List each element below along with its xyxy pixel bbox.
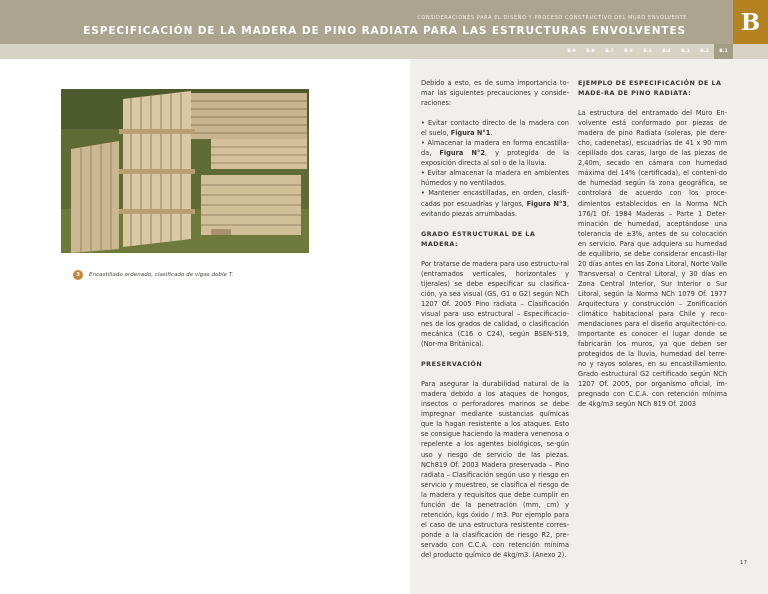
list-item-text: , y protegida de la exposición directa al sol o de la lluvia. [421, 149, 569, 168]
preservation-paragraph: Para asegurar la durabilidad natural de la madera debido a los ataques de hongos, insectos o perforadores marinos se debe impregnar mediante sustancias químicas que la hagan resistente a los ataques. Esto se consigue haciendo la madera venenosa o repelente a los agentes biológicos, se-gún uso y riesgo de servicio de las piezas. NCh819 Of. 2003 Madera preservada – Pino radiata – Clasificación según uso y riesgo en servicio y muestreo, se clasifica el riesgo de la madera y requisitos que debe cumplir en función de la penetración (mm, cm) y retención, kgs óxido / m3. Por ejemplo para el caso de una estructura resistente corres-ponde a la clasificación de riesgo R2, pre-servado con C.C.A. con retención mínima del producto químico de 4kg/m3. (Anexo 2). [421, 380, 569, 559]
section-tab[interactable]: B [733, 0, 768, 44]
subnav-item-b-6[interactable]: B.6 [624, 49, 633, 54]
subnav-item-b-4[interactable]: B.4 [662, 49, 671, 54]
specification-paragraph: La estructura del entramado del Muro En-volvente está conformado por piezas de madera de pino Radiata (soleras, pie dere-cho, cadenetas), escuadrías de 41 x 90 mm cepillado dos caras, largo de las piezas de 2,40m, secado en cámara con humedad máxima del 14% (certificada), el conteni-do de humedad según la zona geográfica, se controlará de acuerdo con los proce-dimientos establecidos en la Norma NCh 176/1 Of. 1984 Maderas – Parte 1 Deter-minación de humedad, aceptándose una tolerancia de ±3%, antes de su colocación en servicio. Para que adquiera su humedad de equilibrio, se debe considerar encasti-llar 20 días antes en las Zona Litoral, Norte Valle Transversal o Central Litoral, y 30 días en Zona Central Interior, Sur Interior o Sur Litoral, según la Norma NCh 1079 Of. 1977 Arquitectura y construcción – Zonificación climático habitacional para Chile y reco-mendaciones para el diseño arquitectóni-co. Importante es conocer el lugar donde se fabricarán los muros, ya que deben ser protegidos de la lluvia, humedad del terre-no y rayos solares, en su encastillamiento. Grado estructural G2 certificado según NCh 1207 Of. 2005, por organismo oficial, im-pregnado con C.C.A. con retención mínima de 4kg/m3 según NCh 819 Of. 2003 [578, 109, 727, 409]
list-item-text: • Evitar contacto directo de la madera con el suelo, [421, 119, 569, 138]
heading-preservation: PRESERVACIÓN [421, 360, 483, 369]
heading-structural-grade: GRADO ESTRUCTURAL DE LA MADERA: [421, 229, 536, 248]
subnav-item-b-8[interactable]: B.8 [586, 49, 595, 54]
subnav-item-b-1[interactable]: B.1 [714, 44, 733, 59]
list-item-text: . [490, 129, 493, 138]
subnav-tail [733, 44, 768, 59]
list-item-text: • Mantener encastilladas, en orden, clasifi-cadas por escuadrías y largos, [421, 189, 569, 208]
figure-caption-text: Encastillado ordenado, clasificado de vigas doble T. [89, 272, 234, 278]
header-section-label: CONSIDERACIONES PARA EL DISEÑO Y PROCESO CONSTRUCTIVO DEL MURO ENVOLVENTE [417, 15, 687, 21]
subnav-item-b-9[interactable]: B.9 [567, 49, 576, 54]
text-column-2 [578, 78, 727, 420]
figure-number-badge: 3 [73, 270, 83, 280]
intro-paragraph: Debido a esto, es de suma importancia to-mar las siguientes precauciones y conside-raciones: [421, 79, 569, 108]
list-item-text: , evitando piezas arrumbadas. [421, 199, 569, 218]
text-column-1 [421, 78, 569, 570]
subnav [0, 44, 733, 59]
precautions-list [421, 118, 569, 218]
list-item-text: • Almacenar la madera en forma encastilla-da, [421, 139, 569, 158]
grade-paragraph: Por tratarse de madera para uso estructu-ral (entramados verticales, horizontales y tijerales) se debe especificar su clasifica-ción, ya sea visual (GS, G1 o G2) según NCh 1207 Of. 2005 Pino radiata – Clasificación visual para uso estructural – Especificacio-nes de los grados de calidad, o clasificación mecánica (C16 o C24), según BSEN-519, (Nor-ma Británica). [421, 259, 569, 349]
list-item [421, 138, 569, 168]
subnav-item-b-5[interactable]: B.5 [643, 49, 652, 54]
list-item [421, 118, 569, 138]
page-title: ESPECIFICACIÓN DE LA MADERA DE PINO RADIATA PARA LAS ESTRUCTURAS ENVOLVENTES [83, 25, 686, 37]
header-band [0, 0, 733, 44]
subnav-item-b-2[interactable]: B.2 [700, 49, 709, 54]
figure-caption [73, 270, 233, 280]
figure-reference: Figura N°1 [450, 129, 491, 138]
subnav-items [562, 44, 733, 59]
subnav-item-b-3[interactable]: B.3 [681, 49, 690, 54]
subnav-item-b-7[interactable]: B.7 [605, 49, 614, 54]
list-item [421, 188, 569, 218]
heading-specification-example: EJEMPLO DE ESPECIFICACIÓN DE LA MADE-RA DE PINO RADIATA: [578, 79, 722, 98]
figure-reference: Figura N°2 [439, 149, 485, 158]
photo-stacked-timber [61, 89, 309, 253]
page-number: 17 [740, 560, 747, 566]
figure-reference: Figura N°3 [526, 199, 567, 208]
list-item: • Evitar almacenar la madera en ambientes húmedos y no ventilados. [421, 169, 569, 188]
